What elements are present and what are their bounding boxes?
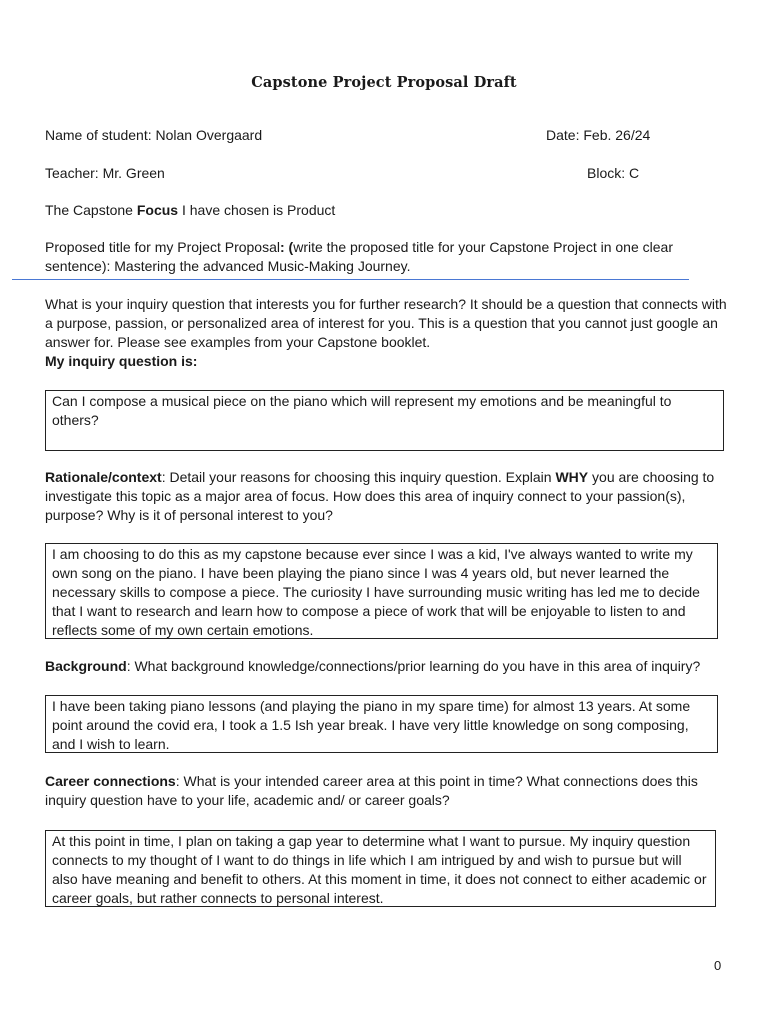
background-prompt: : What background knowledge/connections/prior learning do you have in this area of inquiry? (126, 658, 701, 674)
focus-suffix: I have chosen is Product (178, 202, 336, 218)
inquiry-answer-box[interactable]: Can I compose a musical piece on the piano which will represent my emotions and be meaningful to others? (45, 390, 724, 451)
focus-line (45, 201, 335, 220)
rationale-prompt-a: : Detail your reasons for choosing this inquiry question. Explain (161, 469, 556, 485)
date-line (546, 126, 650, 145)
inquiry-label: My inquiry question is: (45, 353, 198, 369)
career-prompt: : What is your intended career area at this point in time? What connections does this inquiry question have to your life, academic and/ or career goals? (45, 773, 698, 808)
block-line (587, 164, 639, 183)
date-value: Feb. 26/24 (583, 127, 651, 143)
proposed-title-answer: Mastering the advanced Music-Making Journey. (114, 258, 411, 274)
teacher-label: Teacher: (45, 165, 103, 181)
focus-prefix: The Capstone (45, 202, 137, 218)
proposed-title-bold: : ( (280, 239, 294, 255)
career-heading: Career connections (45, 773, 176, 789)
focus-bold: Focus (136, 202, 179, 218)
student-name-line (45, 126, 262, 145)
career-paragraph (45, 772, 727, 810)
teacher-line (45, 164, 165, 183)
block-value: C (629, 165, 640, 181)
date-label: Date: (546, 127, 584, 143)
document-title: Capstone Project Proposal Draft (251, 74, 517, 91)
proposed-title-paragraph (45, 238, 727, 276)
career-answer-box[interactable]: At this point in time, I plan on taking a gap year to determine what I want to pursue. My inquiry question connects to my thought of I want to do things in life which I am intrigued by and wish to pursue but will also have meaning and benefit to others. At this moment in time, it does not connect to either academic or career goals, but rather connects to personal interest. (45, 830, 716, 907)
page-number: 0 (714, 958, 722, 973)
rationale-answer-box[interactable]: I am choosing to do this as my capstone because ever since I was a kid, I've always wanted to write my own song on the piano. I have been playing the piano since I was 4 years old, but never learned the necessary skills to compose a piece. The curiosity I have surrounding music writing has led me to decide that I want to research and learn how to compose a piece of work that will be enjoyable to listen to and reflects some of my own certain emotions. (45, 543, 718, 639)
background-answer-box[interactable]: I have been taking piano lessons (and playing the piano in my spare time) for almost 13 years. At some point around the covid era, I took a 1.5 Ish year break. I have very little knowledge on song composing, and I wish to learn. (45, 695, 718, 753)
inquiry-prompt: What is your inquiry question that interests you for further research? It should be a question that connects with a purpose, passion, or personalized area of interest for you. This is a question that you cannot just google an answer for. Please see examples from your Capstone booklet. (45, 296, 727, 350)
block-label: Block: (587, 165, 630, 181)
proposed-title-instructions: write the proposed title for your Capstone Project in one clear sentence): (45, 239, 673, 274)
rationale-prompt-bold: WHY (555, 469, 589, 485)
student-label: Name of student: (45, 127, 156, 143)
student-name: Nolan Overgaard (155, 127, 263, 143)
background-paragraph (45, 657, 727, 676)
proposed-title-prefix: Proposed title for my Project Proposal (45, 239, 280, 255)
rationale-paragraph (45, 468, 727, 525)
background-heading: Background (45, 658, 127, 674)
rationale-prompt-b: you are choosing to investigate this topic as a major area of focus. How does this area of inquiry connect to your passion(s), purpose? Why is it of personal interest to you? (45, 469, 715, 523)
divider-rule (12, 279, 689, 280)
teacher-name: Mr. Green (102, 165, 165, 181)
rationale-heading: Rationale/context (45, 469, 162, 485)
